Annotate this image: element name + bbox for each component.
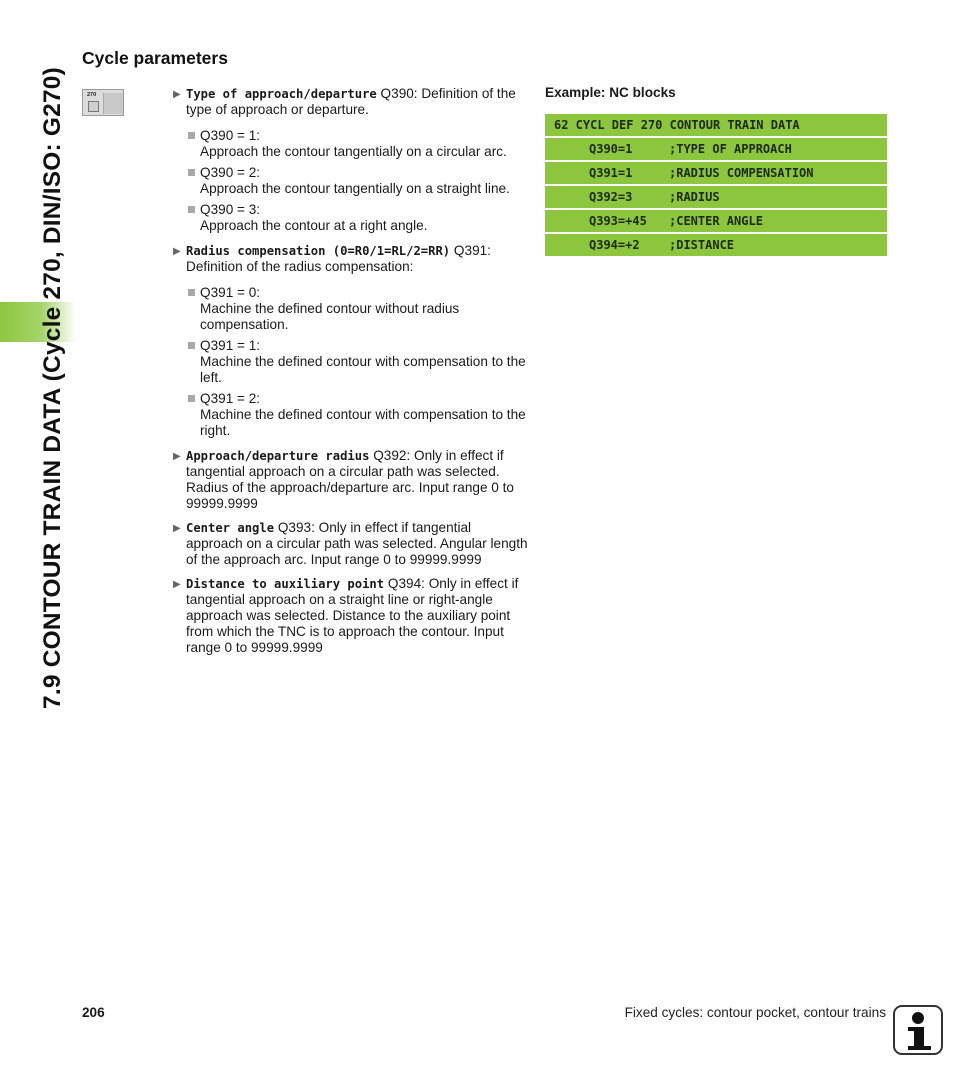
param-q394 [172, 576, 530, 656]
info-icon [893, 1005, 943, 1055]
softkey-image [82, 89, 124, 116]
square-bullet-icon [188, 169, 195, 176]
triangle-bullet-icon: ▶ [173, 579, 181, 590]
square-bullet-icon [188, 206, 195, 213]
param-name: Type of approach/departure [186, 87, 377, 101]
nc-block-header [545, 114, 887, 136]
param-name: Distance to auxiliary point [186, 577, 385, 591]
contour-icon [88, 101, 99, 112]
chapter-side-title: 7.9 CONTOUR TRAIN DATA (Cycle 270, DIN/ISO: G270) [39, 67, 66, 709]
page-number: 206 [82, 1005, 105, 1020]
param-q391 [172, 243, 530, 275]
option-list [172, 128, 530, 234]
param-name: Radius compensation (0=R0/1=RL/2=RR) [186, 244, 451, 258]
param-description: Q394: Only in effect if tangential approach on a straight line or right-angle approach was selected. Distance to the auxiliary point from which the TNC is to approach the contour. Input range 0 to 99999.9999 [186, 576, 519, 655]
nc-comment: ;RADIUS COMPENSATION [669, 166, 814, 180]
option-item [172, 338, 530, 386]
nc-parameter: Q391=1 [589, 166, 633, 180]
square-bullet-icon [188, 395, 195, 402]
option-text: Machine the defined contour with compensation to the left. [200, 354, 526, 385]
nc-comment: ;CENTER ANGLE [669, 214, 763, 228]
footer-chapter-title: Fixed cycles: contour pocket, contour trains [624, 1005, 886, 1020]
nc-block-row [545, 138, 887, 160]
param-q393 [172, 520, 530, 568]
section-heading: Cycle parameters [82, 48, 228, 68]
option-value: Q391 = 0: [200, 285, 261, 300]
parameter-list [172, 86, 530, 664]
option-text: Approach the contour tangentially on a circular arc. [200, 144, 507, 159]
nc-parameter: Q392=3 [589, 190, 633, 204]
triangle-bullet-icon: ▶ [173, 451, 181, 462]
option-item [172, 202, 530, 234]
option-text: Machine the defined contour with compensation to the right. [200, 407, 526, 438]
nc-comment: ;TYPE OF APPROACH [669, 142, 792, 156]
nc-block-list [545, 114, 887, 258]
option-item [172, 165, 530, 197]
triangle-bullet-icon: ▶ [173, 246, 181, 257]
square-bullet-icon [188, 289, 195, 296]
option-value: Q390 = 2: [200, 165, 261, 180]
option-text: Approach the contour at a right angle. [200, 218, 428, 233]
param-name: Center angle [186, 521, 275, 535]
nc-parameter: Q394=+2 [589, 238, 640, 252]
param-description: Q391: Definition of the radius compensation: [186, 243, 491, 274]
option-item [172, 128, 530, 160]
softkey-label: 270 [87, 92, 97, 98]
triangle-bullet-icon: ▶ [173, 89, 181, 100]
nc-block-row [545, 234, 887, 256]
param-q390 [172, 86, 530, 118]
option-value: Q390 = 1: [200, 128, 261, 143]
nc-parameter: Q390=1 [589, 142, 633, 156]
param-name: Approach/departure radius [186, 449, 370, 463]
nc-block-row [545, 162, 887, 184]
param-description: Q392: Only in effect if tangential approach on a circular path was selected. Radius of the approach/departure arc. Input range 0 to 99999.9999 [186, 448, 514, 511]
option-list [172, 285, 530, 439]
option-value: Q391 = 1: [200, 338, 261, 353]
nc-parameter: Q393=+45 [589, 214, 647, 228]
example-heading: Example: NC blocks [545, 85, 676, 100]
nc-comment: ;DISTANCE [669, 238, 735, 252]
nc-comment: ;RADIUS [669, 190, 720, 204]
nc-block-row [545, 186, 887, 208]
option-text: Machine the defined contour without radius compensation. [200, 301, 460, 332]
option-text: Approach the contour tangentially on a straight line. [200, 181, 510, 196]
option-value: Q390 = 3: [200, 202, 261, 217]
triangle-bullet-icon: ▶ [173, 523, 181, 534]
nc-header-text: 62 CYCL DEF 270 CONTOUR TRAIN DATA [554, 118, 800, 132]
param-description: Q393: Only in effect if tangential approach on a circular path was selected. Angular length of the approach arc. Input range 0 to 99999.9999 [186, 520, 528, 567]
option-item [172, 285, 530, 333]
param-description: Q390: Definition of the type of approach or departure. [186, 86, 516, 117]
option-item [172, 391, 530, 439]
square-bullet-icon [188, 342, 195, 349]
param-q392 [172, 448, 530, 512]
nc-block-row [545, 210, 887, 232]
option-value: Q391 = 2: [200, 391, 261, 406]
square-bullet-icon [188, 132, 195, 139]
